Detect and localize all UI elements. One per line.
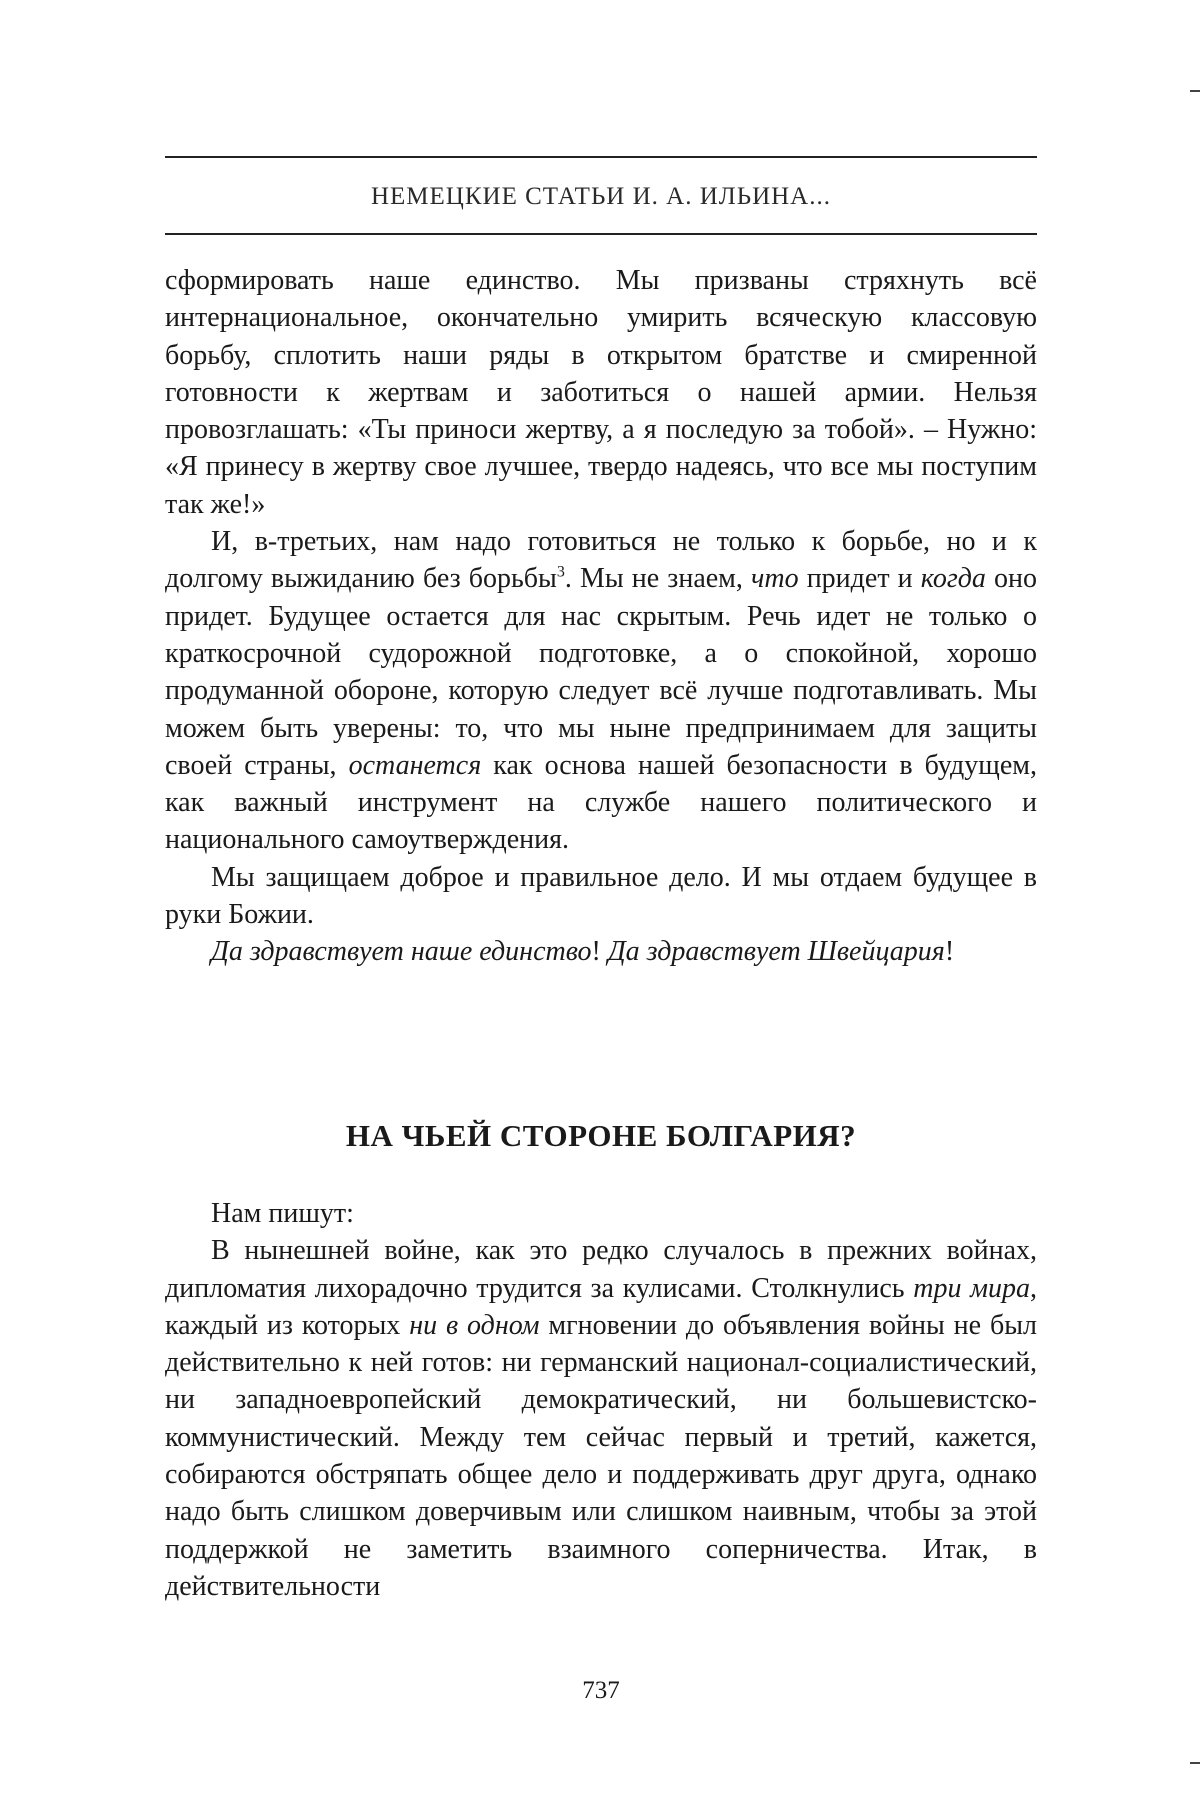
paragraph-2-text-d: оно придет. Будущее остается для нас скрытым. Речь идет не только о краткосрочной судорожной подготовке, а о спокойной, хорошо продуманной обороне, которую следует всё лучше подготавливать. Мы можем быть уверены: то, что мы ныне предпринимаем для защиты своей страны, (165, 563, 1037, 781)
paragraph-4-text-b: ! (944, 936, 955, 968)
paragraph-2-text-b: . Мы не знаем, (564, 563, 752, 595)
paragraph-1: сформировать наше единство. Мы призваны стряхнуть всё интернациональное, окончательно умирить всяческую классовую борьбу, сплотить наши ряды в открытом братстве и смиренной готовности к жертвам и заботиться о нашей армии. Нельзя провозглашать: «Ты приноси жертву, а я последую за тобой». – Нужно: «Я принесу в жертву свое лучшее, твердо надеясь, что все мы поступим так же!» (165, 265, 1037, 520)
paragraph-6-text-b: , каждый из которых (165, 1272, 1038, 1341)
body-text-section-2 (165, 1195, 1037, 1605)
paragraph-4 (165, 933, 1037, 970)
paragraph-6-emphasis-2: ни в одном (409, 1309, 540, 1341)
paragraph-4-text-a: ! (591, 936, 608, 968)
header-rule-top (165, 156, 1037, 158)
page-number: 737 (582, 1677, 620, 1704)
section-heading: НА ЧЬЕЙ СТОРОНЕ БОЛГАРИЯ? (345, 1118, 857, 1153)
header-rule-bottom (165, 233, 1037, 235)
paragraph-2-emphasis-1: что (751, 563, 799, 595)
paragraph-6-text-c: мгновении до объявления войны не был действительно к ней готов: ни германский национал-социалистический, ни западноевропейский демократический, ни большевистско-коммунистический. Между тем сейчас первый и третий, кажется, собираются обстряпать общее дело и поддерживать друг друга, однако надо быть слишком доверчивым или слишком наивным, чтобы за этой поддержкой не заметить взаимного соперничества. Итак, в действительности (165, 1309, 1037, 1602)
crop-mark-top (1190, 90, 1200, 92)
paragraph-4-emphasis-2: Да здравствует Швейцария (607, 936, 945, 968)
paragraph-2-emphasis-3: останется (348, 749, 482, 781)
paragraph-6-text-a: В нынешней войне, как это редко случалось в прежних войнах, дипломатия лихорадочно трудится за кулисами. Столкнулись (165, 1235, 1037, 1304)
running-head: НЕМЕЦКИЕ СТАТЬИ И. А. ИЛЬИНА... (370, 183, 831, 210)
paragraph-2 (165, 523, 1037, 859)
paragraph-4-emphasis-1: Да здравствует наше единство (211, 936, 592, 968)
paragraph-2-text-e: как основа нашей безопасности в будущем, как важный инструмент на службе нашего политического и национального самоутверждения. (165, 749, 1037, 856)
paragraph-2-text-a: И, в-третьих, нам надо готовиться не только к борьбе, но и к долгому выжиданию без борьбы (165, 526, 1037, 595)
paragraph-2-text-c: придет и (798, 563, 921, 595)
paragraph-6 (165, 1232, 1037, 1605)
paragraph-2-emphasis-2: когда (920, 563, 986, 595)
body-text-section-1 (165, 262, 1037, 971)
footnote-ref-3[interactable]: 3 (556, 564, 565, 582)
paragraph-6-emphasis-1: три мира (913, 1272, 1031, 1304)
crop-mark-bottom (1190, 1762, 1200, 1764)
paragraph-3: Мы защищаем доброе и правильное дело. И мы отдаем будущее в руки Божии. (165, 861, 1037, 931)
paragraph-5: Нам пишут: (211, 1198, 354, 1229)
